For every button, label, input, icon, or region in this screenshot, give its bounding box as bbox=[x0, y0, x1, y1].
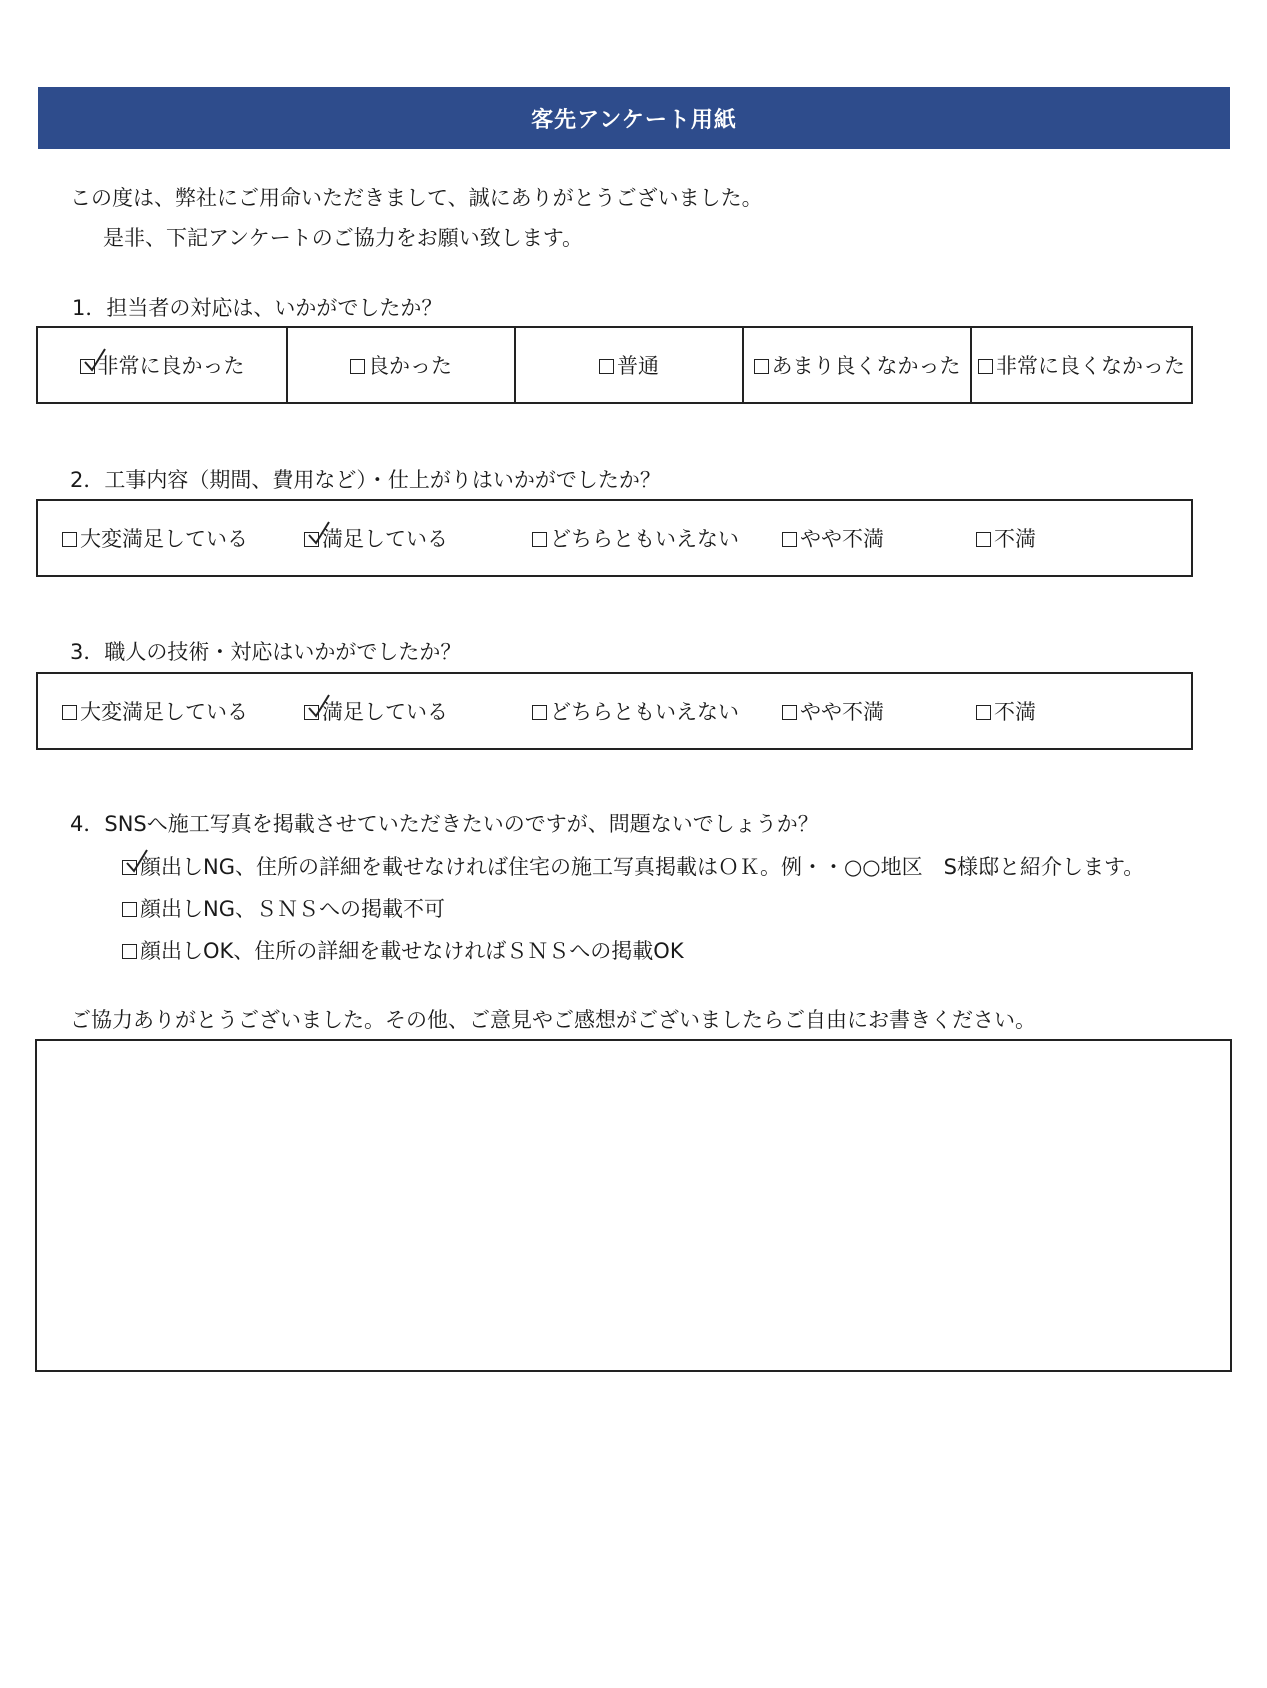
q2-option-label: やや不満 bbox=[800, 527, 884, 551]
checkbox[interactable] bbox=[532, 705, 547, 720]
checkmark-icon bbox=[83, 348, 107, 374]
q1-option-label: 非常に良くなかった bbox=[996, 354, 1185, 378]
q1-option-label: 良かった bbox=[368, 354, 452, 378]
q4-option[interactable] bbox=[122, 893, 445, 923]
checkmark-icon bbox=[307, 694, 331, 720]
checkbox[interactable] bbox=[754, 359, 769, 374]
q1-option-cell[interactable] bbox=[744, 328, 972, 402]
q4-option-label: 顔出しNG、ＳＮＳへの掲載不可 bbox=[140, 897, 445, 921]
q1-option[interactable] bbox=[754, 350, 961, 380]
q1-option-cell[interactable] bbox=[972, 328, 1191, 402]
q2-option-label: どちらともいえない bbox=[550, 527, 739, 551]
q1-options-table bbox=[36, 326, 1193, 404]
q4-option-label: 顔出しNG、住所の詳細を載せなければ住宅の施工写真掲載はＯＫ。例・・○○地区 S様邸と紹介します。 bbox=[140, 855, 1145, 879]
q2-option-label: 満足している bbox=[322, 527, 448, 551]
checkbox[interactable] bbox=[782, 532, 797, 547]
q2-options-box bbox=[36, 499, 1193, 577]
q3-option[interactable] bbox=[304, 696, 448, 726]
checkbox[interactable] bbox=[122, 944, 137, 959]
form-header-bar bbox=[38, 87, 1230, 149]
q4-question: 4．SNSへ施工写真を掲載させていただきたいのですが、問題ないでしょうか？ bbox=[70, 812, 819, 836]
q3-question: 3．職人の技術・対応はいかがでしたか？ bbox=[70, 640, 462, 664]
q3-options-box bbox=[36, 672, 1193, 750]
checkbox-checked[interactable] bbox=[80, 359, 95, 374]
q1-option-cell[interactable] bbox=[288, 328, 516, 402]
q1-option[interactable] bbox=[599, 350, 659, 380]
checkbox[interactable] bbox=[782, 705, 797, 720]
q1-option-cell[interactable] bbox=[516, 328, 744, 402]
q2-option[interactable] bbox=[976, 523, 1036, 553]
q1-option-label: 非常に良かった bbox=[97, 354, 245, 378]
intro-line-1: この度は、弊社にご用命いただきまして、誠にありがとうございました。 bbox=[70, 186, 763, 210]
q3-option[interactable] bbox=[532, 696, 739, 726]
checkbox[interactable] bbox=[976, 705, 991, 720]
q2-option[interactable] bbox=[304, 523, 448, 553]
comment-box[interactable] bbox=[35, 1039, 1232, 1372]
q1-option-label: あまり良くなかった bbox=[771, 354, 961, 378]
checkbox[interactable] bbox=[122, 902, 137, 917]
q3-option-label: どちらともいえない bbox=[550, 700, 739, 724]
checkbox[interactable] bbox=[62, 532, 77, 547]
q1-option[interactable] bbox=[978, 350, 1185, 380]
q3-option-label: 満足している bbox=[322, 700, 448, 724]
checkbox-checked[interactable] bbox=[122, 860, 137, 875]
checkbox-checked[interactable] bbox=[304, 532, 319, 547]
form-title: 客先アンケート用紙 bbox=[531, 107, 737, 133]
q3-option[interactable] bbox=[782, 696, 884, 726]
q1-option-cell[interactable] bbox=[38, 328, 288, 402]
checkbox[interactable] bbox=[532, 532, 547, 547]
checkmark-icon bbox=[307, 521, 331, 547]
checkmark-icon bbox=[125, 849, 149, 875]
q4-option-label: 顔出しOK、住所の詳細を載せなければＳＮＳへの掲載OK bbox=[140, 939, 684, 963]
q2-option-label: 不満 bbox=[994, 527, 1036, 551]
q3-option[interactable] bbox=[976, 696, 1036, 726]
q1-option-label: 普通 bbox=[617, 354, 659, 378]
q2-option[interactable] bbox=[782, 523, 884, 553]
checkbox[interactable] bbox=[978, 359, 993, 374]
checkbox[interactable] bbox=[599, 359, 614, 374]
closing-text: ご協力ありがとうございました。その他、ご意見やご感想がございましたらご自由にお書きください。 bbox=[70, 1008, 1036, 1032]
q3-option[interactable] bbox=[62, 696, 248, 726]
q2-option[interactable] bbox=[532, 523, 739, 553]
intro-line-2: 是非、下記アンケートのご協力をお願い致します。 bbox=[103, 226, 584, 250]
checkbox[interactable] bbox=[62, 705, 77, 720]
checkbox-checked[interactable] bbox=[304, 705, 319, 720]
q3-option-label: 不満 bbox=[994, 700, 1036, 724]
q2-option[interactable] bbox=[62, 523, 248, 553]
q3-option-label: 大変満足している bbox=[80, 700, 248, 724]
q4-option[interactable] bbox=[122, 935, 684, 965]
q4-option[interactable] bbox=[122, 851, 1144, 881]
q1-option[interactable] bbox=[350, 350, 452, 380]
q2-question: 2．工事内容（期間、費用など）・仕上がりはいかがでしたか？ bbox=[70, 468, 661, 492]
q3-option-label: やや不満 bbox=[800, 700, 884, 724]
q1-question: 1．担当者の対応は、いかがでしたか？ bbox=[72, 296, 443, 320]
q2-option-label: 大変満足している bbox=[80, 527, 248, 551]
q1-option[interactable] bbox=[80, 350, 245, 380]
checkbox[interactable] bbox=[350, 359, 365, 374]
checkbox[interactable] bbox=[976, 532, 991, 547]
